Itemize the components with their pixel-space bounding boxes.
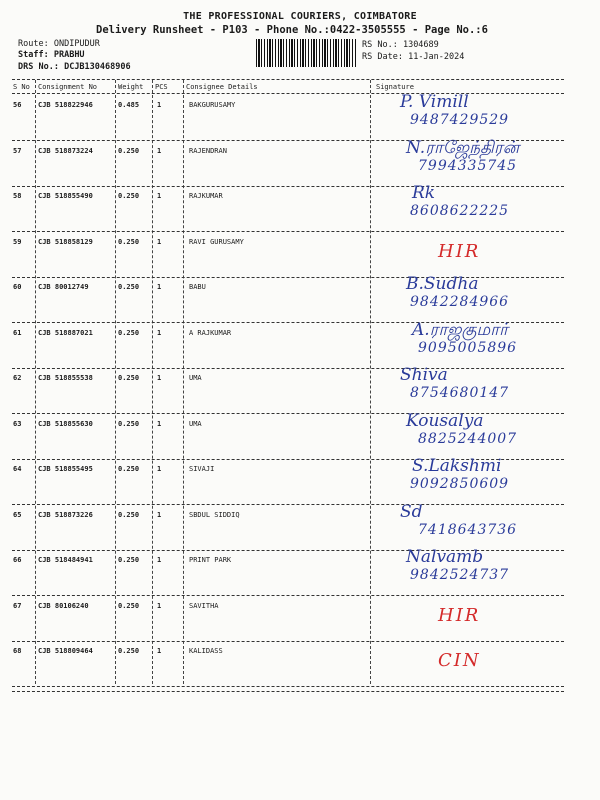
rs-no-value: 1304689 (402, 40, 439, 50)
col-header-consignee: Consignee Details (186, 83, 258, 91)
pcs-cell: 1 (157, 101, 162, 109)
signature-cell (380, 634, 590, 690)
table-bottom-rule (12, 691, 564, 692)
drs-value: DCJB130468906 (64, 62, 131, 72)
handwritten-phone: 9842284966 (410, 294, 510, 310)
handwritten-phone: 7418643736 (418, 521, 518, 538)
consignment-cell: CJB 518855495 (38, 465, 93, 473)
consignee-cell: SBDUL SIDDIQ (189, 510, 240, 519)
weight-cell: 0.250 (118, 419, 140, 428)
consignment-cell: CJB 518873226 (38, 510, 93, 519)
route-value: ONDIPUDUR (53, 39, 100, 49)
consignment-cell: CJB 518873224 (38, 146, 93, 155)
consignee-cell: RAVI GURUSAMY (189, 237, 244, 246)
route-label: Route: (18, 39, 49, 49)
drs-label: DRS No.: (18, 62, 59, 72)
consignment-cell: CJB 518855490 (38, 192, 93, 200)
drs-line (18, 62, 131, 72)
weight-cell: 0.250 (118, 328, 140, 337)
handwritten-signature: N.ராஜேந்திரன் (406, 137, 520, 158)
rs-no-line (362, 40, 439, 50)
header-top-rule (12, 79, 564, 80)
consignee-cell: RAJENDRAN (189, 146, 227, 155)
consignee-cell: KALIDASS (189, 647, 223, 655)
handwritten-phone: 9842524737 (410, 567, 510, 583)
weight-cell: 0.250 (118, 647, 140, 655)
handwritten-signature: S.Lakshmi (412, 456, 502, 476)
pcs-cell: 1 (157, 510, 162, 519)
pcs-cell: 1 (157, 419, 162, 428)
weight-cell: 0.485 (118, 101, 140, 109)
handwritten-signature: B.Sudha (406, 274, 479, 294)
sno-cell: 63 (13, 419, 22, 428)
handwritten-phone: 8608622225 (410, 203, 510, 219)
consignment-cell: CJB 80106240 (38, 601, 89, 610)
col-header-signature: Signature (376, 83, 414, 91)
consignee-cell: UMA (189, 419, 202, 428)
barcode-image (256, 39, 356, 67)
consignment-cell: CJB 518858129 (38, 237, 93, 246)
sno-cell: 62 (13, 374, 22, 382)
pcs-cell: 1 (157, 374, 162, 382)
runsheet-title: THE PROFESSIONAL COURIERS, COIMBATORE (183, 11, 417, 22)
sno-cell: 56 (13, 101, 22, 109)
consignee-cell: SAVITHA (189, 601, 219, 610)
weight-cell: 0.250 (118, 283, 140, 291)
rs-no-label: RS No.: (362, 40, 398, 50)
weight-cell: 0.250 (118, 146, 140, 155)
runsheet-subtitle: Delivery Runsheet - P103 - Phone No.:0422-3505555 - Page No.:6 (96, 24, 488, 36)
handwritten-signature: A.ராஜகுமார் (412, 319, 508, 340)
sno-cell: 60 (13, 283, 22, 291)
handwritten-phone: 9092850609 (410, 476, 510, 492)
sno-cell: 66 (13, 556, 22, 564)
consignment-cell: CJB 518855538 (38, 374, 93, 382)
pcs-cell: 1 (157, 465, 162, 473)
staff-value: PRABHU (53, 50, 85, 60)
consignee-cell: SIVAJI (189, 465, 215, 473)
consignment-cell: CJB 518887021 (38, 328, 93, 337)
col-header-weight: Weight (118, 83, 144, 91)
weight-cell: 0.250 (118, 237, 140, 246)
delivery-status-note: HIR (438, 604, 481, 626)
sno-cell: 65 (13, 510, 22, 519)
consignee-cell: RAJKUMAR (189, 192, 223, 200)
col-header-sno: S No (13, 83, 30, 91)
handwritten-signature: Sd (400, 501, 423, 522)
rs-date-label: RS Date: (362, 52, 403, 62)
weight-cell: 0.250 (118, 556, 140, 564)
consignee-cell: BABU (189, 283, 206, 291)
weight-cell: 0.250 (118, 465, 140, 473)
route-line (18, 39, 100, 49)
sno-cell: 68 (13, 647, 22, 655)
weight-cell: 0.250 (118, 192, 140, 200)
handwritten-phone: 9487429529 (410, 112, 510, 128)
consignment-cell: CJB 518822946 (38, 101, 93, 109)
pcs-cell: 1 (157, 328, 162, 337)
sno-cell: 57 (13, 146, 22, 155)
handwritten-signature: Nalvamb (406, 547, 484, 567)
rs-date-line (362, 52, 464, 62)
consignment-cell: CJB 518809464 (38, 647, 93, 655)
sno-cell: 61 (13, 328, 22, 337)
sno-cell: 59 (13, 237, 22, 246)
sno-cell: 67 (13, 601, 22, 610)
pcs-cell: 1 (157, 556, 162, 564)
pcs-cell: 1 (157, 146, 162, 155)
consignment-cell: CJB 518855630 (38, 419, 93, 428)
consignment-cell: CJB 518484941 (38, 556, 93, 564)
handwritten-phone: 9095005896 (418, 339, 518, 356)
pcs-cell: 1 (157, 283, 162, 291)
consignee-cell: BAKGURUSAMY (189, 101, 236, 109)
col-header-consignment: Consignment No (38, 83, 98, 91)
weight-cell: 0.250 (118, 374, 140, 382)
delivery-status-note: HIR (438, 240, 481, 262)
row-separator (12, 686, 564, 687)
consignee-cell: UMA (189, 374, 202, 382)
handwritten-phone: 8754680147 (410, 385, 510, 401)
pcs-cell: 1 (157, 601, 162, 610)
col-header-pcs: PCS (155, 83, 168, 91)
handwritten-signature: Shiva (400, 365, 448, 385)
consignee-cell: PRINT PARK (189, 556, 232, 564)
pcs-cell: 1 (157, 647, 162, 655)
handwritten-signature: Kousalya (406, 410, 484, 431)
staff-line (18, 50, 85, 60)
handwritten-phone: 7994335745 (418, 157, 518, 174)
staff-label: Staff: (18, 50, 49, 60)
rs-date-value: 11-Jan-2024 (408, 52, 465, 62)
pcs-cell: 1 (157, 237, 162, 246)
sno-cell: 64 (13, 465, 22, 473)
weight-cell: 0.250 (118, 510, 140, 519)
sno-cell: 58 (13, 192, 22, 200)
handwritten-signature: Rk (412, 183, 436, 203)
pcs-cell: 1 (157, 192, 162, 200)
consignment-cell: CJB 80012749 (38, 283, 89, 291)
handwritten-signature: P. Vimill (400, 92, 469, 112)
consignee-cell: A RAJKUMAR (189, 328, 232, 337)
delivery-status-note: CIN (438, 650, 481, 671)
weight-cell: 0.250 (118, 601, 140, 610)
table-row (0, 644, 600, 690)
handwritten-phone: 8825244007 (418, 430, 518, 447)
